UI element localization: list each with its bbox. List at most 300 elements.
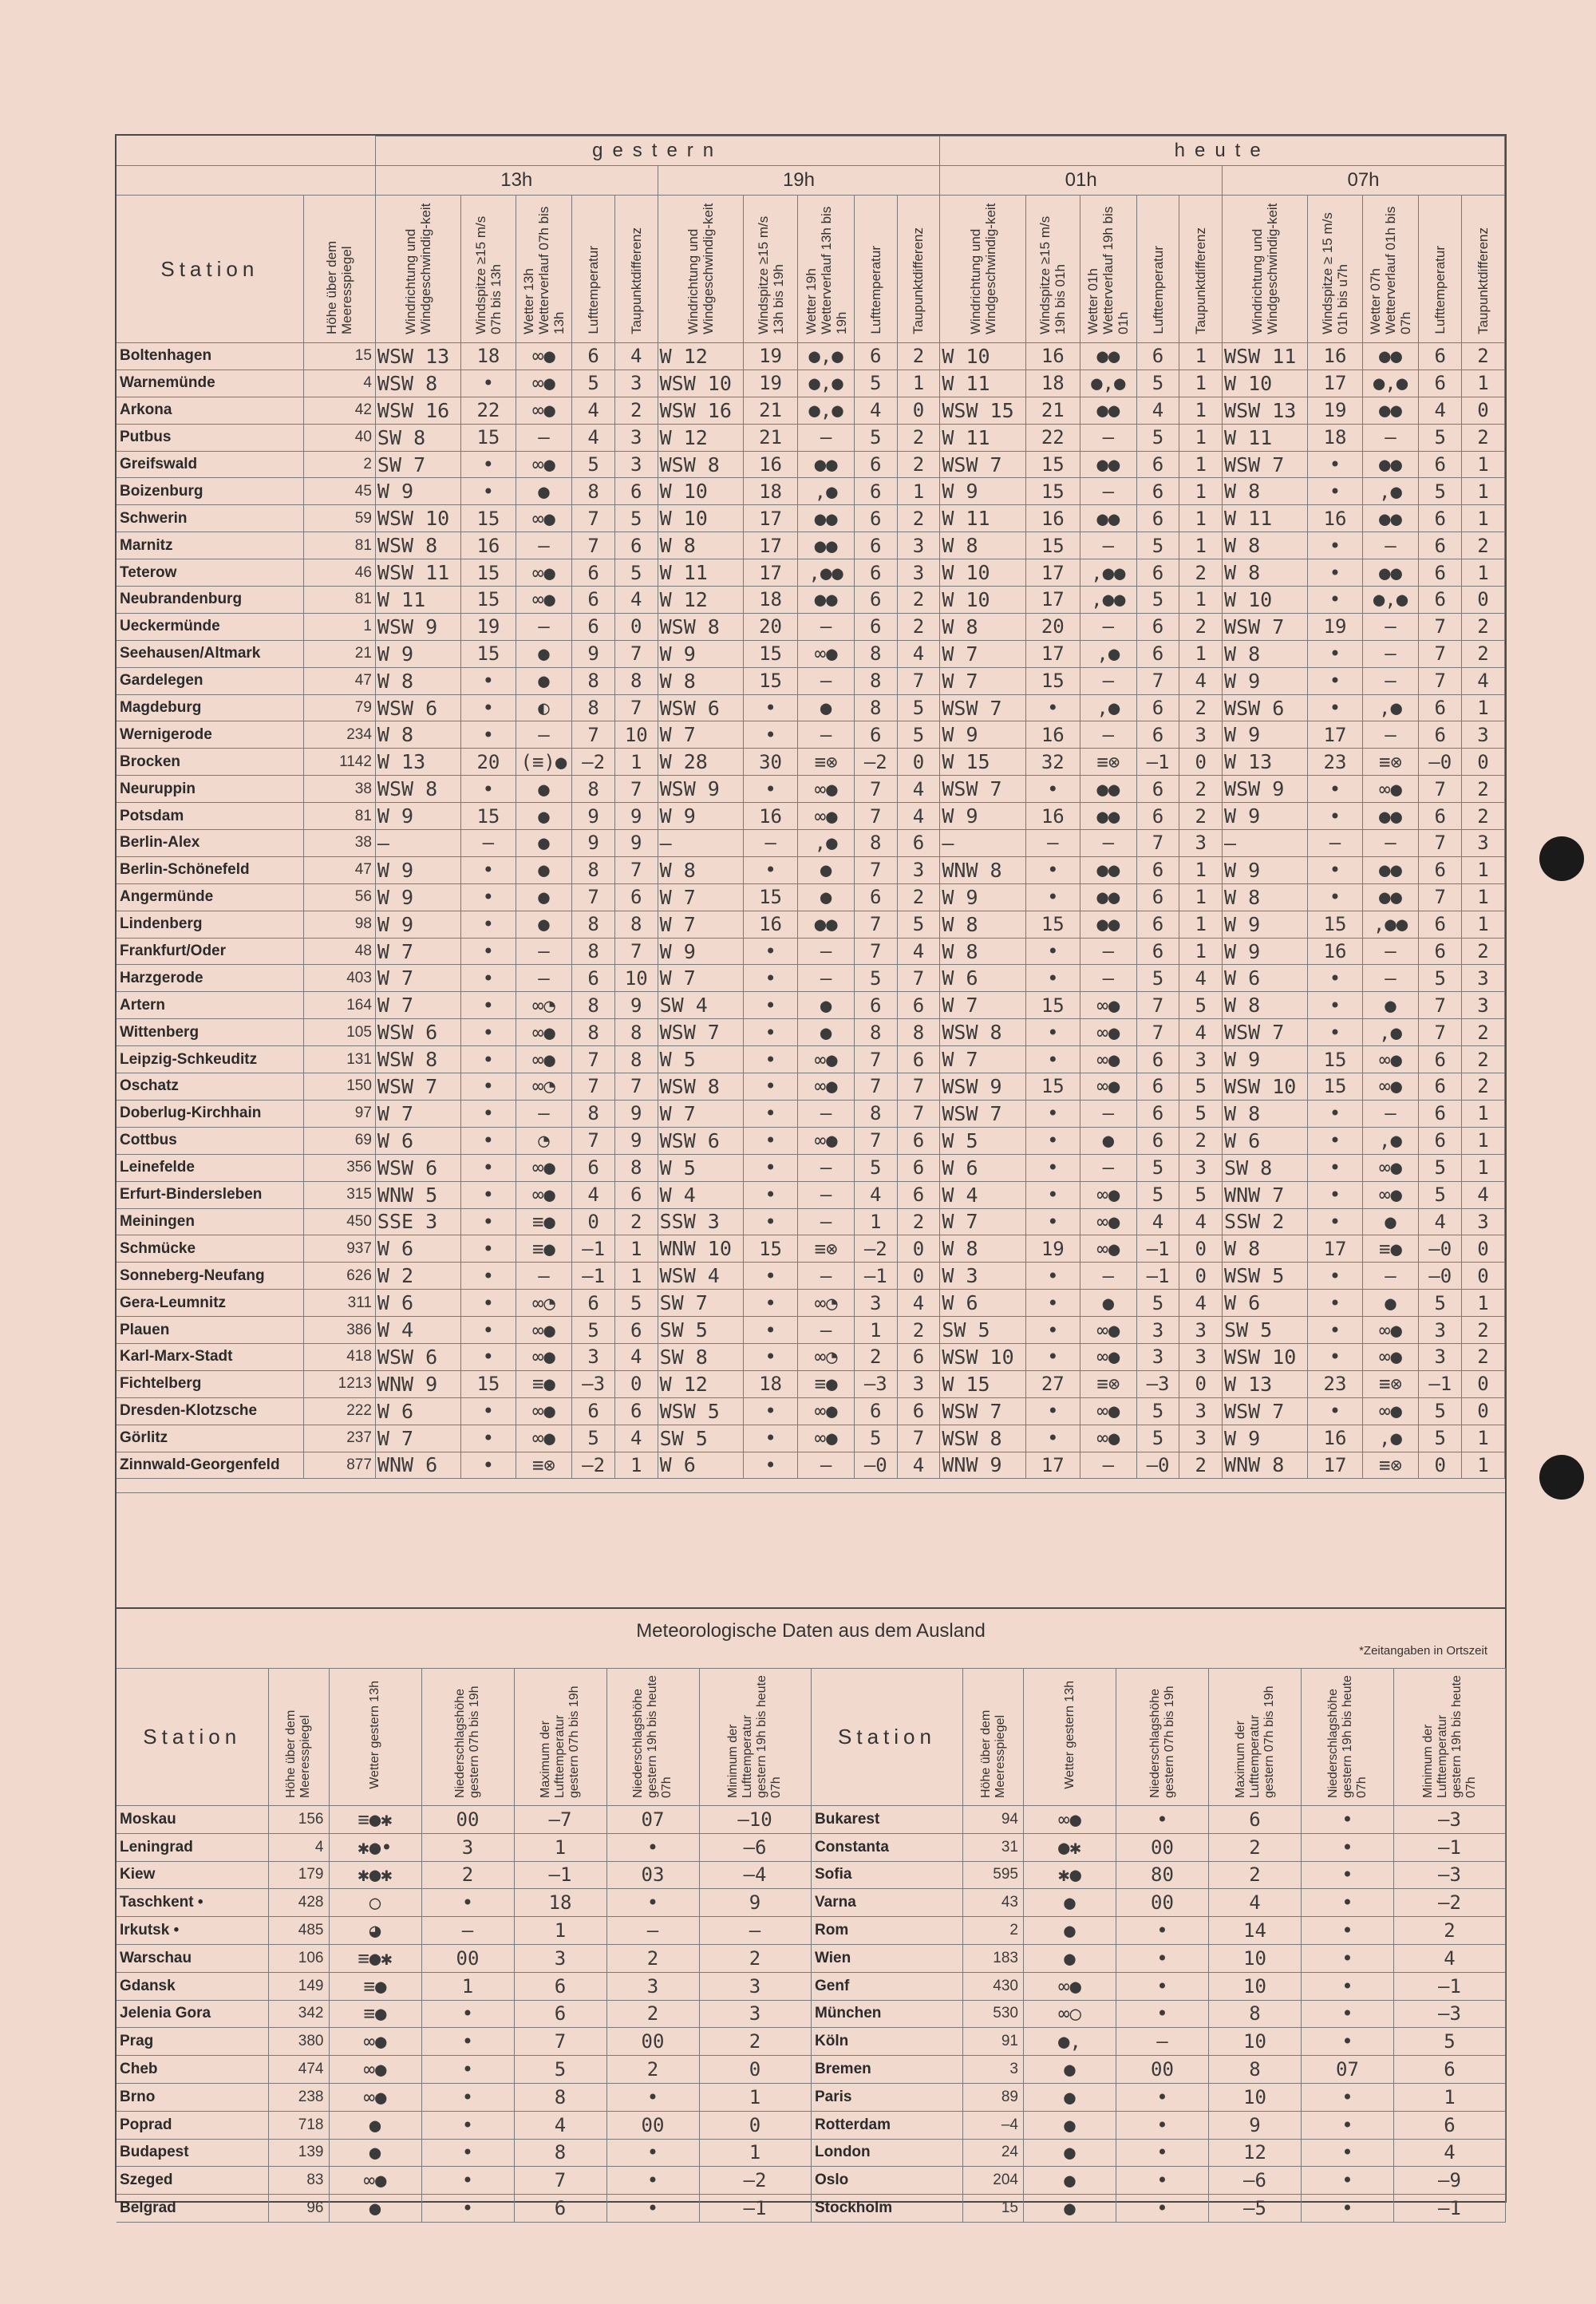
- wind-13h: W 7: [375, 938, 460, 965]
- wind-19h: SW 8: [658, 1343, 743, 1370]
- weather-01h: ,●●: [1080, 559, 1136, 587]
- max-temp: 7: [514, 2028, 606, 2056]
- weather-13h: ●: [329, 2111, 421, 2139]
- wind-19h: W 12: [658, 1370, 743, 1397]
- wind-01h: W 9: [940, 803, 1025, 830]
- temp-19h: 1: [854, 1208, 897, 1235]
- wind-13h: WSW 6: [375, 1343, 460, 1370]
- station-row: [117, 1019, 1505, 1046]
- temp-13h: 4: [572, 397, 615, 424]
- dewpoint-diff-19h: 2: [897, 883, 940, 911]
- max-temp: 4: [1209, 1889, 1302, 1917]
- altitude: 21: [303, 640, 375, 667]
- station-row: [117, 532, 1505, 559]
- altitude: 38: [303, 776, 375, 803]
- min-temp: 5: [1394, 2028, 1506, 2056]
- wind-13h: WSW 8: [375, 1046, 460, 1073]
- dewpoint-diff-07h: 1: [1462, 856, 1505, 883]
- foreign-station-row: [812, 1972, 1506, 2000]
- gust-19h: •: [743, 1290, 797, 1317]
- station-name: Köln: [812, 2028, 963, 2056]
- dewpoint-diff-07h: 2: [1462, 776, 1505, 803]
- dewpoint-diff-01h: 2: [1179, 803, 1223, 830]
- station-row: [117, 776, 1505, 803]
- temp-01h: 4: [1136, 397, 1179, 424]
- weather-07h: –: [1362, 965, 1419, 992]
- station-row: [117, 1127, 1505, 1154]
- gust-07h: •: [1308, 1290, 1362, 1317]
- gust-01h: 17: [1025, 559, 1080, 587]
- dewpoint-diff-13h: 6: [614, 532, 658, 559]
- min-temp: 2: [1394, 1917, 1506, 1945]
- altitude: 31: [963, 1833, 1024, 1861]
- temp-19h: 7: [854, 1127, 897, 1154]
- max-temp: 10: [1209, 2028, 1302, 2056]
- altitude: 626: [303, 1263, 375, 1290]
- station-name: Karl-Marx-Stadt: [117, 1343, 303, 1370]
- station-name: Neubrandenburg: [117, 587, 303, 614]
- weather-19h: ∞●: [798, 1425, 855, 1452]
- weather-13h: ●: [516, 883, 572, 911]
- dewpoint-diff-01h: 4: [1179, 1208, 1223, 1235]
- weather-13h: ✱●: [1024, 1861, 1116, 1889]
- temp-13h: 9: [572, 830, 615, 857]
- wind-13h: W 2: [375, 1263, 460, 1290]
- gust-01h: 17: [1025, 587, 1080, 614]
- weather-13h: ∞●: [516, 1317, 572, 1344]
- temp-07h: 7: [1419, 830, 1462, 857]
- dewpoint-diff-13h: 9: [614, 1127, 658, 1154]
- wind-13h: SW 8: [375, 424, 460, 451]
- altitude: 595: [963, 1861, 1024, 1889]
- temp-13h: 7: [572, 721, 615, 749]
- temp-13h: 9: [572, 803, 615, 830]
- station-row: [117, 1073, 1505, 1101]
- gust-07h: •: [1308, 640, 1362, 667]
- weather-07h: ∞●: [1362, 1073, 1419, 1101]
- gust-13h: •: [461, 856, 516, 883]
- wind-19h: W 7: [658, 911, 743, 938]
- temp-19h: 6: [854, 992, 897, 1019]
- weather-01h: –: [1080, 613, 1136, 640]
- dewpoint-diff-01h: 1: [1179, 343, 1223, 370]
- wind-01h: WSW 8: [940, 1019, 1025, 1046]
- wind-01h: WSW 9: [940, 1073, 1025, 1101]
- dewpoint-diff-01h: 3: [1179, 1425, 1223, 1452]
- altitude: 131: [303, 1046, 375, 1073]
- station-name: Budapest: [117, 2139, 268, 2167]
- gust-13h: •: [461, 1397, 516, 1425]
- weather-13h: ∞●: [516, 370, 572, 397]
- wind-01h: W 8: [940, 532, 1025, 559]
- gust-13h: •: [461, 1181, 516, 1208]
- wind-01h: W 6: [940, 1290, 1025, 1317]
- station-name: Warnemünde: [117, 370, 303, 397]
- gust-01h: 17: [1025, 1452, 1080, 1479]
- altitude: 179: [268, 1861, 329, 1889]
- dewpoint-diff-19h: 2: [897, 587, 940, 614]
- max-temp: 6: [514, 1972, 606, 2000]
- wind-07h: WNW 7: [1223, 1181, 1308, 1208]
- temp-19h: 1: [854, 1317, 897, 1344]
- wind-19h: WSW 9: [658, 776, 743, 803]
- time-07h: 07h: [1223, 166, 1505, 196]
- weather-19h: ●●: [798, 587, 855, 614]
- temp-01h: 6: [1136, 478, 1179, 505]
- wind-01h: W 7: [940, 1208, 1025, 1235]
- precip-day: •: [421, 2028, 514, 2056]
- max-temp: 6: [514, 2195, 606, 2223]
- dewpoint-diff-13h: 6: [614, 478, 658, 505]
- temp-13h: 4: [572, 1181, 615, 1208]
- temp-01h: –1: [1136, 1263, 1179, 1290]
- wind-19h: WSW 5: [658, 1397, 743, 1425]
- dewpoint-diff-01h: 3: [1179, 1046, 1223, 1073]
- wind-13h: WSW 13: [375, 343, 460, 370]
- foreign-station-row: [117, 2111, 811, 2139]
- temp-19h: 6: [854, 532, 897, 559]
- wind-07h: W 10: [1223, 587, 1308, 614]
- wind-19h: W 28: [658, 749, 743, 776]
- dewpoint-diff-07h: 3: [1462, 992, 1505, 1019]
- wind-01h: WNW 8: [940, 856, 1025, 883]
- gust-07h: •: [1308, 451, 1362, 478]
- temp-07h: 6: [1419, 532, 1462, 559]
- temp-01h: 6: [1136, 776, 1179, 803]
- precip-day: 00: [421, 1806, 514, 1834]
- temp-07h: 5: [1419, 478, 1462, 505]
- gust-13h: •: [461, 1154, 516, 1181]
- dewpoint-diff-01h: 3: [1179, 1154, 1223, 1181]
- temp-07h: 6: [1419, 1046, 1462, 1073]
- wind-01h: W 6: [940, 965, 1025, 992]
- weather-07h: ∞●: [1362, 1154, 1419, 1181]
- foreign-station-row: [812, 1861, 1506, 1889]
- weather-07h: –: [1362, 938, 1419, 965]
- precip-night: •: [606, 2195, 699, 2223]
- weather-13h: –: [516, 532, 572, 559]
- weather-13h: ●: [1024, 1917, 1116, 1945]
- temp-07h: 0: [1419, 1452, 1462, 1479]
- altitude: 24: [963, 2139, 1024, 2167]
- temp-19h: 7: [854, 938, 897, 965]
- dewpoint-diff-19h: 4: [897, 640, 940, 667]
- temp-13h: 8: [572, 667, 615, 694]
- precip-night: •: [1302, 1833, 1394, 1861]
- gust-07h: 17: [1308, 1452, 1362, 1479]
- foreign-station-row: [812, 2139, 1506, 2167]
- dewpoint-diff-13h: 3: [614, 424, 658, 451]
- gust-01h: •: [1025, 1397, 1080, 1425]
- dewpoint-diff-19h: 6: [897, 830, 940, 857]
- dewpoint-diff-13h: 4: [614, 587, 658, 614]
- foreign-station-row: [117, 1917, 811, 1945]
- weather-19h: ∞●: [798, 1073, 855, 1101]
- foreign-title: Meteorologische Daten aus dem Ausland: [636, 1620, 986, 1642]
- weather-01h: ●●: [1080, 911, 1136, 938]
- station-name: Prag: [117, 2028, 268, 2056]
- dewpoint-diff-07h: 1: [1462, 559, 1505, 587]
- weather-13h: ∞●: [516, 451, 572, 478]
- station-row: [117, 667, 1505, 694]
- station-name: Leningrad: [117, 1833, 268, 1861]
- temp-19h: 7: [854, 1046, 897, 1073]
- gust-07h: •: [1308, 1263, 1362, 1290]
- foreign-station-row: [117, 2139, 811, 2167]
- min-temp: 0: [699, 2111, 811, 2139]
- weather-13h: ∞●: [329, 2028, 421, 2056]
- weather-07h: ∞●: [1362, 1343, 1419, 1370]
- gust-07h: •: [1308, 1154, 1362, 1181]
- precip-night: 00: [606, 2111, 699, 2139]
- dewpoint-diff-13h: 7: [614, 640, 658, 667]
- temp-01h: 6: [1136, 1127, 1179, 1154]
- gust-13h: 15: [461, 640, 516, 667]
- dewpoint-diff-19h: 6: [897, 1046, 940, 1073]
- gust-01h: 20: [1025, 613, 1080, 640]
- altitude: 485: [268, 1917, 329, 1945]
- precip-day: –: [421, 1917, 514, 1945]
- station-name: Gardelegen: [117, 667, 303, 694]
- station-row: [117, 1370, 1505, 1397]
- weather-19h: ∞◔: [798, 1290, 855, 1317]
- dewpoint-diff-19h: 6: [897, 1181, 940, 1208]
- dewpoint-diff-13h: 3: [614, 370, 658, 397]
- station-row: [117, 424, 1505, 451]
- temp-13h: 6: [572, 613, 615, 640]
- weather-19h: –: [798, 1317, 855, 1344]
- station-row: [117, 1290, 1505, 1317]
- punch-hole: [1539, 1455, 1584, 1500]
- temp-13h: 6: [572, 343, 615, 370]
- dewpoint-diff-07h: 2: [1462, 938, 1505, 965]
- gust-07h: •: [1308, 694, 1362, 721]
- wind-13h: W 7: [375, 1100, 460, 1127]
- station-name: Rom: [812, 1917, 963, 1945]
- foreign-station-row: [117, 2195, 811, 2223]
- gust-13h: 15: [461, 424, 516, 451]
- dewpoint-diff-13h: 9: [614, 830, 658, 857]
- dewpoint-diff-07h: 0: [1462, 587, 1505, 614]
- dewpoint-diff-19h: 2: [897, 505, 940, 532]
- wind-13h: WSW 7: [375, 1073, 460, 1101]
- gust-19h: 20: [743, 613, 797, 640]
- temp-01h: 7: [1136, 830, 1179, 857]
- wind-19h: W 7: [658, 721, 743, 749]
- precip-night: •: [1302, 2167, 1394, 2195]
- foreign-station-row: [117, 1833, 811, 1861]
- dewpoint-diff-01h: 0: [1179, 1370, 1223, 1397]
- min-temp: –1: [699, 2195, 811, 2223]
- wind-01h: W 6: [940, 1154, 1025, 1181]
- time-01h: 01h: [940, 166, 1223, 196]
- dewpoint-diff-01h: 1: [1179, 451, 1223, 478]
- dewpoint-diff-13h: 4: [614, 343, 658, 370]
- dewpoint-diff-19h: 6: [897, 1397, 940, 1425]
- wind-19h: WSW 4: [658, 1263, 743, 1290]
- max-temp: –7: [514, 1806, 606, 1834]
- wind-01h: W 10: [940, 587, 1025, 614]
- temp-01h: 6: [1136, 856, 1179, 883]
- temp-01h: 6: [1136, 640, 1179, 667]
- temp-07h: 6: [1419, 721, 1462, 749]
- temp-13h: 7: [572, 532, 615, 559]
- gust-07h: 23: [1308, 1370, 1362, 1397]
- gust-07h: •: [1308, 532, 1362, 559]
- min-temp: –9: [1394, 2167, 1506, 2195]
- altitude: 48: [303, 938, 375, 965]
- max-temp: –5: [1209, 2195, 1302, 2223]
- gust-13h: •: [461, 883, 516, 911]
- temp-13h: 6: [572, 1290, 615, 1317]
- dewpoint-diff-07h: 2: [1462, 1343, 1505, 1370]
- station-name: Potsdam: [117, 803, 303, 830]
- dewpoint-diff-01h: 4: [1179, 965, 1223, 992]
- gust-07h: 15: [1308, 1046, 1362, 1073]
- station-name: Brno: [117, 2083, 268, 2111]
- weather-19h: –: [798, 1100, 855, 1127]
- weather-01h: ∞●: [1080, 1317, 1136, 1344]
- altitude: 106: [268, 1944, 329, 1972]
- weather-13h: ∞◔: [516, 1290, 572, 1317]
- station-name: Leipzig-Schkeuditz: [117, 1046, 303, 1073]
- weather-13h: –: [516, 965, 572, 992]
- weather-07h: ●●: [1362, 343, 1419, 370]
- weather-19h: ●,●: [798, 343, 855, 370]
- wind-07h: W 8: [1223, 1100, 1308, 1127]
- gust-07h: 17: [1308, 1235, 1362, 1263]
- station-row: [117, 1263, 1505, 1290]
- weather-13h: ●: [329, 2139, 421, 2167]
- gust-01h: •: [1025, 883, 1080, 911]
- wind-01h: WSW 7: [940, 451, 1025, 478]
- gust-13h: •: [461, 721, 516, 749]
- gust-19h: •: [743, 1263, 797, 1290]
- wind-19h: WSW 10: [658, 370, 743, 397]
- gust-07h: •: [1308, 478, 1362, 505]
- wind-13h: WSW 11: [375, 559, 460, 587]
- weather-01h: ∞●: [1080, 1073, 1136, 1101]
- gust-19h: •: [743, 1397, 797, 1425]
- precip-night: •: [1302, 1889, 1394, 1917]
- station-name: Sofia: [812, 1861, 963, 1889]
- precip-day: 00: [1116, 2056, 1209, 2084]
- station-name: Cheb: [117, 2056, 268, 2084]
- col-header: Taupunktdifferenz: [628, 227, 644, 334]
- altitude: 81: [303, 803, 375, 830]
- gust-19h: –: [743, 830, 797, 857]
- wind-07h: W 8: [1223, 478, 1308, 505]
- weather-01h: ∞●: [1080, 1343, 1136, 1370]
- weather-01h: –: [1080, 1452, 1136, 1479]
- temp-07h: 7: [1419, 613, 1462, 640]
- gust-01h: 15: [1025, 451, 1080, 478]
- wind-01h: W 9: [940, 478, 1025, 505]
- altitude: 222: [303, 1397, 375, 1425]
- temp-19h: 8: [854, 1100, 897, 1127]
- altitude: 150: [303, 1073, 375, 1101]
- temp-07h: 6: [1419, 505, 1462, 532]
- weather-19h: ≡●: [798, 1370, 855, 1397]
- station-name: Sonneberg-Neufang: [117, 1263, 303, 1290]
- temp-01h: 7: [1136, 1019, 1179, 1046]
- dewpoint-diff-07h: 2: [1462, 1073, 1505, 1101]
- dewpoint-diff-07h: 2: [1462, 532, 1505, 559]
- col-header: Maximum der Lufttemperatur gestern 07h bis 19h: [539, 1686, 581, 1798]
- weather-01h: –: [1080, 1263, 1136, 1290]
- wind-13h: WSW 16: [375, 397, 460, 424]
- col-header: Taupunktdifferenz: [1476, 227, 1491, 334]
- gust-07h: •: [1308, 776, 1362, 803]
- wind-13h: W 6: [375, 1127, 460, 1154]
- dewpoint-diff-13h: 1: [614, 1235, 658, 1263]
- precip-night: 07: [1302, 2056, 1394, 2084]
- col-header: Niederschlagshöhe gestern 07h bis 19h: [453, 1686, 481, 1798]
- gust-13h: •: [461, 1100, 516, 1127]
- gust-13h: •: [461, 965, 516, 992]
- temp-19h: 4: [854, 397, 897, 424]
- altitude: 474: [268, 2056, 329, 2084]
- wind-01h: –: [940, 830, 1025, 857]
- weather-01h: ,●●: [1080, 587, 1136, 614]
- dewpoint-diff-13h: 5: [614, 559, 658, 587]
- col-header: Wetter gestern 13h: [368, 1681, 381, 1789]
- temp-07h: 6: [1419, 856, 1462, 883]
- precip-night: •: [1302, 2083, 1394, 2111]
- weather-07h: –: [1362, 532, 1419, 559]
- station-name: Dresden-Klotzsche: [117, 1397, 303, 1425]
- station-name: Artern: [117, 992, 303, 1019]
- wind-07h: W 13: [1223, 1370, 1308, 1397]
- dewpoint-diff-07h: 1: [1462, 1100, 1505, 1127]
- foreign-station-row: [812, 2083, 1506, 2111]
- station-row: [117, 1317, 1505, 1344]
- weather-19h: ●: [798, 694, 855, 721]
- temp-01h: 6: [1136, 1100, 1179, 1127]
- gust-19h: 21: [743, 424, 797, 451]
- wind-19h: WSW 8: [658, 613, 743, 640]
- max-temp: 10: [1209, 2083, 1302, 2111]
- temp-13h: 4: [572, 424, 615, 451]
- station-name: Schwerin: [117, 505, 303, 532]
- altitude: 428: [268, 1889, 329, 1917]
- weather-07h: ●,●: [1362, 370, 1419, 397]
- col-header: Lufttemperatur: [1150, 246, 1166, 334]
- gust-13h: •: [461, 1019, 516, 1046]
- min-temp: 4: [1394, 2139, 1506, 2167]
- wind-19h: W 8: [658, 532, 743, 559]
- station-row: [117, 694, 1505, 721]
- station-row: [117, 587, 1505, 614]
- altitude: 164: [303, 992, 375, 1019]
- gust-19h: •: [743, 1127, 797, 1154]
- altitude: 89: [963, 2083, 1024, 2111]
- gust-07h: 16: [1308, 1425, 1362, 1452]
- altitude: 105: [303, 1019, 375, 1046]
- temp-01h: 4: [1136, 1208, 1179, 1235]
- temp-13h: 8: [572, 776, 615, 803]
- gust-01h: 21: [1025, 397, 1080, 424]
- temp-13h: 7: [572, 1073, 615, 1101]
- gust-19h: •: [743, 992, 797, 1019]
- altitude: 450: [303, 1208, 375, 1235]
- min-temp: 1: [699, 2139, 811, 2167]
- gust-19h: •: [743, 856, 797, 883]
- min-temp: –3: [1394, 2000, 1506, 2028]
- precip-day: 00: [421, 1944, 514, 1972]
- dewpoint-diff-13h: 9: [614, 1100, 658, 1127]
- max-temp: –6: [1209, 2167, 1302, 2195]
